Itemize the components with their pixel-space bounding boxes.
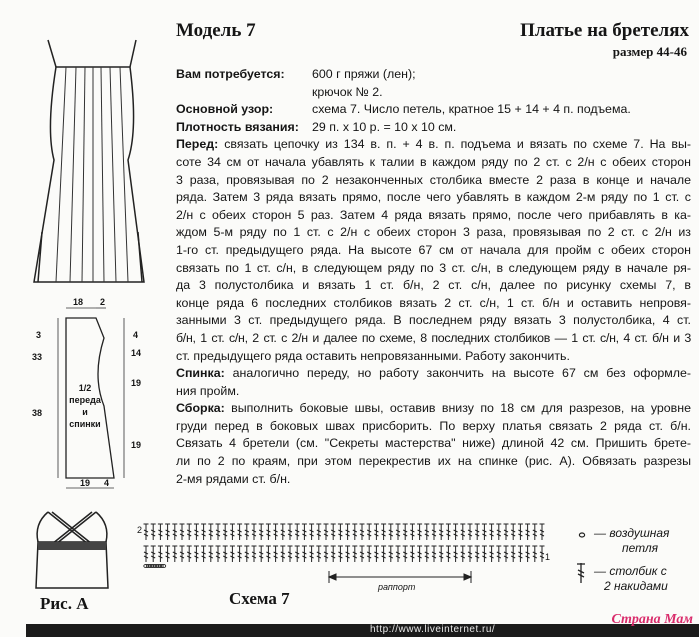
stitch-symbol xyxy=(410,524,415,540)
stitch-symbol xyxy=(288,524,293,540)
dim-bottom-4: 4 xyxy=(104,478,110,488)
stitch-symbol xyxy=(295,524,300,540)
stitch-symbol xyxy=(158,546,163,562)
figure-a-caption: Рис. А xyxy=(40,594,89,613)
dim-right-4: 4 xyxy=(133,330,139,340)
stitch-symbol xyxy=(475,524,480,540)
footer-logo: Страна Мам xyxy=(611,612,693,627)
stitch-symbol xyxy=(302,524,307,540)
back-line-0: аналогично переду, но работу закончить на высоте 67 см без оформле- xyxy=(224,366,691,381)
stitch-symbol xyxy=(352,546,357,562)
gauge-label: Плотность вязания: xyxy=(176,119,299,134)
assembly-section xyxy=(176,400,691,488)
double-treble-icon xyxy=(576,562,586,584)
stitch-symbol xyxy=(331,524,336,540)
need-line-1: 600 г пряжи (лен); xyxy=(312,67,416,81)
stitch-symbol xyxy=(172,546,177,562)
stitch-symbol xyxy=(237,546,242,562)
pattern-value: схема 7. Число петель, кратное 15 + 14 + 4 п. подъема. xyxy=(312,102,631,117)
stitch-symbol xyxy=(187,524,192,540)
stitch-symbol xyxy=(504,546,509,562)
stitch-symbol xyxy=(396,524,401,540)
front-line-2: 3 раза, провязывая по 2 незаконченных столбика вместе 2 раза в конце и начале xyxy=(176,172,691,187)
need-label: Вам потребуется: xyxy=(176,67,285,81)
stitch-symbol xyxy=(403,546,408,562)
stitch-symbol xyxy=(468,546,473,562)
stitch-symbol xyxy=(223,546,228,562)
scheme-7-chart xyxy=(140,520,550,570)
stitch-symbol xyxy=(302,546,307,562)
dim-left-3: 3 xyxy=(36,330,42,340)
front-line-9: конце ряда 6 последних столбиков вязать 2 ст. с/н, 1 ст. б/н и оставить непровя- xyxy=(176,295,691,310)
chain-stitch-icon xyxy=(577,530,587,540)
stitch-symbol xyxy=(453,546,458,562)
stitch-symbol xyxy=(540,546,545,562)
size-label: размер 44-46 xyxy=(612,44,687,59)
stitch-symbol xyxy=(273,524,278,540)
stitch-symbol xyxy=(453,524,458,540)
stitch-symbol xyxy=(158,524,163,540)
stitch-symbol xyxy=(187,546,192,562)
stitch-symbol xyxy=(360,546,365,562)
stitch-symbol xyxy=(511,524,516,540)
stitch-symbol xyxy=(381,524,386,540)
stitch-symbol xyxy=(216,524,221,540)
stitch-symbol xyxy=(374,524,379,540)
stitch-symbol xyxy=(381,546,386,562)
stitch-symbol xyxy=(532,524,537,540)
stitch-symbol xyxy=(345,546,350,562)
stitch-symbol xyxy=(504,524,509,540)
stitch-symbol xyxy=(432,524,437,540)
stitch-symbol xyxy=(252,524,257,540)
rapport-label: раппорт xyxy=(378,582,416,592)
assembly-line-3: ли по 2 по краям, при этом перекрестив их на спинке (рис. А). Обвязать разрезы xyxy=(176,454,691,469)
stitch-symbol xyxy=(475,546,480,562)
stitch-symbol xyxy=(266,546,271,562)
stitch-symbol xyxy=(331,546,336,562)
stitch-symbol xyxy=(165,524,170,540)
stitch-symbol xyxy=(446,546,451,562)
front-line-8: да 3 полустолбика и вязать 1 ст. б/н, 2 ст. с/н, далее по рисунку схемы 7, в xyxy=(176,278,691,293)
front-line-7: связать по 1 ст. с/н, в следующем ряду по 3 ст. с/н, в следующем ряду в начале ря- xyxy=(176,260,691,275)
legend-double-treble: — столбик с 2 накидами xyxy=(594,564,668,593)
stitch-symbol xyxy=(194,524,199,540)
row-number-2: 2 xyxy=(137,525,143,535)
stitch-symbol xyxy=(518,524,523,540)
need-line-2: крючок № 2. xyxy=(312,84,383,99)
front-line-3: ряда. Затем 3 ряда вязать прямо, после чего убавлять в каждом 2-м ряду по 1 ст. с xyxy=(176,190,691,205)
back-label: Спинка: xyxy=(176,366,225,381)
back-line-1: ния пройм. xyxy=(176,383,240,398)
stitch-symbol xyxy=(417,546,422,562)
front-line-6: 1-го ст. предыдущего ряда. На высоте 67 см от начала для пройм с обеих сторон xyxy=(176,242,691,257)
stitch-symbol xyxy=(237,524,242,540)
front-line-4: 2/н с обеих сторон 5 раз. Затем 4 ряда вязать прямо, после чего прибавлять в ка- xyxy=(176,207,691,222)
stitch-symbol xyxy=(374,546,379,562)
stitch-symbol xyxy=(352,524,357,540)
stitch-symbol xyxy=(280,524,285,540)
pattern-row xyxy=(176,101,691,119)
assembly-line-0: выполнить боковые швы, оставив внизу по 18 см для разрезов, на уровне xyxy=(224,401,691,416)
assembly-line-1: груди перед в боковых швах присборить. По верху платья связать 2 ряда ст. б/н. xyxy=(176,418,691,433)
requirements-row-2 xyxy=(176,84,691,102)
assembly-line-2: Связать 4 бретели (см. "Секреты мастерства" ниже) длиной 42 см. Пришить брете- xyxy=(176,436,691,451)
stitch-symbol xyxy=(244,546,249,562)
stitch-symbol xyxy=(216,546,221,562)
stitch-symbol xyxy=(460,546,465,562)
dim-top-2: 2 xyxy=(100,297,106,307)
stitch-symbol xyxy=(424,546,429,562)
stitch-symbol xyxy=(511,546,516,562)
front-line-0: связать цепочку из 134 в. п. + 4 в. п. подъема и вязать по схеме 7. На вы- xyxy=(218,137,691,152)
stitch-symbol xyxy=(532,546,537,562)
stitch-symbol xyxy=(525,546,530,562)
front-line-12: ст. предыдущего ряда оставить непровязанными. Работу закончить. xyxy=(176,348,570,363)
stitch-symbol xyxy=(432,546,437,562)
stitch-symbol xyxy=(259,546,264,562)
stitch-symbol xyxy=(489,524,494,540)
stitch-symbol xyxy=(172,524,177,540)
scheme-caption: Схема 7 xyxy=(229,589,290,608)
stitch-symbol xyxy=(223,524,228,540)
front-section xyxy=(176,136,691,365)
stitch-symbol xyxy=(208,546,213,562)
pattern-label: Основной узор: xyxy=(176,102,274,117)
stitch-symbol xyxy=(230,546,235,562)
dim-top-18: 18 xyxy=(73,297,84,307)
stitch-symbol xyxy=(295,546,300,562)
requirements-row xyxy=(176,66,691,84)
stitch-symbol xyxy=(338,546,343,562)
front-line-5: ждом 5-м ряду по 1 ст. с 2/н с обеих сторон 3 раза, провязывая по 2 ст. с 2/н из xyxy=(176,225,691,240)
stitch-symbol xyxy=(280,546,285,562)
dim-bottom-19: 19 xyxy=(80,478,91,488)
stitch-symbol xyxy=(230,524,235,540)
stitch-symbol xyxy=(309,524,314,540)
stitch-symbol xyxy=(460,524,465,540)
stitch-symbol xyxy=(439,524,444,540)
stitch-symbol xyxy=(439,546,444,562)
stitch-symbol xyxy=(180,546,185,562)
stitch-symbol xyxy=(482,524,487,540)
dim-right-19a: 19 xyxy=(131,378,142,388)
assembly-label: Сборка: xyxy=(176,401,225,416)
stitch-symbol xyxy=(468,524,473,540)
front-line-1: соте 34 см от начала убавлять к талии в каждом ряду по 2 ст. с 2/н с обеих сторон xyxy=(176,154,691,169)
dress-title: Платье на бретелях xyxy=(520,20,689,41)
stitch-symbol xyxy=(410,546,415,562)
stitch-symbol xyxy=(165,546,170,562)
stitch-symbol xyxy=(338,524,343,540)
back-section xyxy=(176,365,691,400)
stitch-symbol xyxy=(482,546,487,562)
stitch-symbol xyxy=(208,524,213,540)
stitch-symbol xyxy=(345,524,350,540)
pattern-diagram-label: 1/2 переда и спинки xyxy=(69,383,101,429)
row-number-1: 1 xyxy=(545,552,551,562)
front-label: Перед: xyxy=(176,137,219,152)
stitch-symbol xyxy=(489,546,494,562)
stitch-symbol xyxy=(194,546,199,562)
stitch-symbol xyxy=(446,524,451,540)
stitch-symbol xyxy=(367,546,372,562)
dim-right-19b: 19 xyxy=(131,440,142,450)
stitch-symbol xyxy=(316,524,321,540)
stitch-symbol xyxy=(151,546,156,562)
stitch-symbol xyxy=(388,546,393,562)
figure-a-illustration xyxy=(24,504,119,596)
dim-left-38: 38 xyxy=(32,408,43,418)
stitch-symbol xyxy=(424,524,429,540)
footer-bar xyxy=(26,624,699,637)
stitch-symbol xyxy=(309,546,314,562)
stitch-symbol xyxy=(288,546,293,562)
stitch-symbol xyxy=(201,546,206,562)
assembly-line-4: 2-мя рядами ст. б/н. xyxy=(176,471,291,486)
stitch-symbol xyxy=(540,524,545,540)
model-title: Модель 7 xyxy=(176,20,256,41)
stitch-symbol xyxy=(360,524,365,540)
stitch-symbol xyxy=(144,546,149,562)
stitch-symbol xyxy=(259,524,264,540)
stitch-symbol xyxy=(266,524,271,540)
stitch-symbol xyxy=(201,524,206,540)
stitch-symbol xyxy=(324,524,329,540)
dress-illustration xyxy=(18,20,168,295)
front-line-11: б/н, 1 ст. с/н, 2 ст. с 2/н и далее по схеме, 8 последних столбиков — 1 ст. с/н, 4 ст. б/н и 3 xyxy=(176,330,691,345)
dim-left-33: 33 xyxy=(32,352,43,362)
front-line-10: занными 3 ст. предыдущего ряда. В последнем ряду вязать 3 полустолбика, 4 ст. xyxy=(176,313,691,328)
gauge-row xyxy=(176,119,691,137)
stitch-symbol xyxy=(316,546,321,562)
stitch-symbol xyxy=(525,524,530,540)
footer-url: http://www.liveinternet.ru/ xyxy=(370,624,496,635)
stitch-symbol xyxy=(252,546,257,562)
stitch-symbol xyxy=(403,524,408,540)
gauge-value: 29 п. х 10 р. = 10 х 10 см. xyxy=(312,119,457,134)
stitch-symbol xyxy=(518,546,523,562)
stitch-symbol xyxy=(417,524,422,540)
dim-right-14: 14 xyxy=(131,348,142,358)
stitch-symbol xyxy=(180,524,185,540)
stitch-symbol xyxy=(496,524,501,540)
stitch-symbol xyxy=(324,546,329,562)
legend-chain: — воздушная петля xyxy=(594,526,670,555)
stitch-symbol xyxy=(388,524,393,540)
stitch-symbol xyxy=(367,524,372,540)
stitch-symbol xyxy=(244,524,249,540)
stitch-symbol xyxy=(144,524,149,540)
stitch-symbol xyxy=(151,524,156,540)
instructions-text xyxy=(176,66,691,488)
stitch-symbol xyxy=(273,546,278,562)
stitch-symbol xyxy=(496,546,501,562)
stitch-symbol xyxy=(396,546,401,562)
